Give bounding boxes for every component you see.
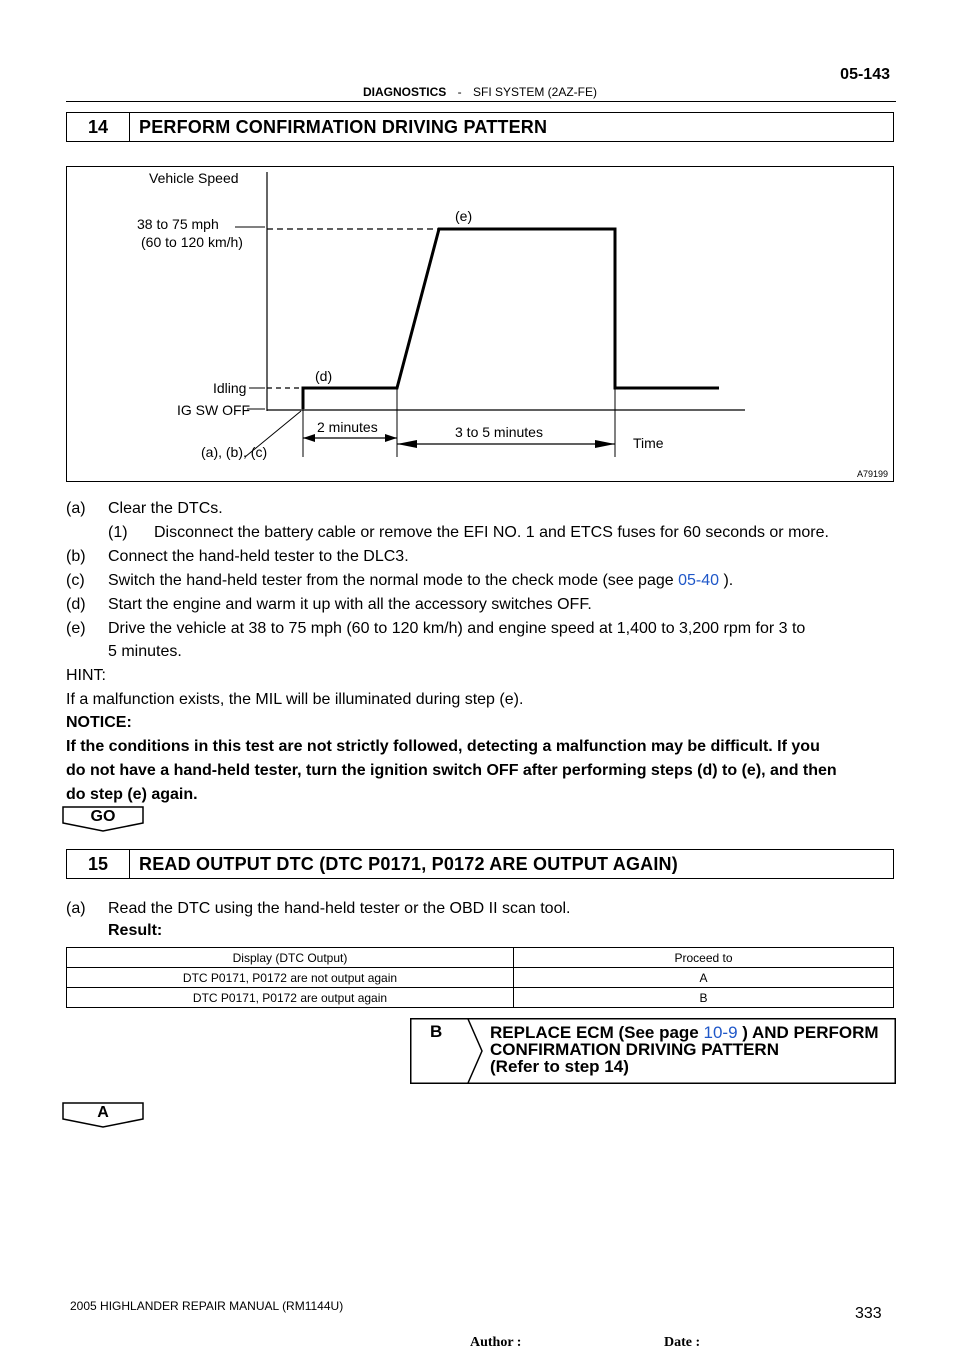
table-cell: A bbox=[514, 968, 894, 988]
arrowhead bbox=[385, 434, 397, 442]
y-axis-label: Vehicle Speed bbox=[149, 170, 239, 186]
branch-b-letter: B bbox=[430, 1022, 443, 1041]
step-15-number: 15 bbox=[67, 850, 130, 878]
step-14-title: PERFORM CONFIRMATION DRIVING PATTERN bbox=[139, 116, 548, 137]
author-label: Author : bbox=[470, 1335, 522, 1350]
step-14-number: 14 bbox=[67, 113, 130, 141]
driving-pattern-svg bbox=[67, 167, 895, 483]
step-14-header bbox=[66, 112, 894, 142]
speed-label-kmh: (60 to 120 km/h) bbox=[141, 234, 243, 250]
speed-label-mph: 38 to 75 mph bbox=[137, 216, 219, 232]
running-header bbox=[0, 85, 960, 99]
figure-id: A79199 bbox=[857, 469, 889, 479]
table-header: Proceed to bbox=[514, 948, 894, 968]
notice-line-3: do step (e) again. bbox=[66, 786, 198, 803]
link-page-05-40[interactable]: 05-40 bbox=[678, 572, 720, 589]
table-header-row bbox=[67, 948, 894, 968]
header-subsection: SFI SYSTEM (2AZ-FE) bbox=[473, 85, 598, 99]
table-header: Display (DTC Output) bbox=[67, 948, 514, 968]
table-row bbox=[67, 968, 894, 988]
table-cell: DTC P0171, P0172 are not output again bbox=[67, 968, 514, 988]
header-separator: - bbox=[457, 85, 462, 99]
abc-steps-label: (a), (b), (c) bbox=[201, 444, 268, 460]
date-label: Date : bbox=[664, 1335, 701, 1350]
idling-label: Idling bbox=[213, 380, 247, 396]
table-cell: B bbox=[514, 988, 894, 1008]
go-tag bbox=[62, 806, 144, 832]
hint-label: HINT: bbox=[66, 667, 106, 684]
step-e-label: (e) bbox=[455, 208, 473, 224]
branch-b bbox=[410, 1018, 896, 1084]
three-to-five-label: 3 to 5 minutes bbox=[455, 424, 543, 440]
instr-e-cont: 5 minutes. bbox=[108, 643, 182, 660]
link-page-10-9[interactable]: 10-9 bbox=[703, 1023, 738, 1042]
branch-b-text: REPLACE ECM (See page 10-9 ) AND PERFORM CONFIRMATION DRIVING PATTERN (Refer to step 14) bbox=[490, 1023, 879, 1076]
step-d-label: (d) bbox=[315, 368, 333, 384]
time-axis-label: Time bbox=[633, 435, 664, 451]
step-15-header bbox=[66, 849, 894, 879]
arrowhead bbox=[397, 440, 417, 448]
result-label: Result: bbox=[108, 922, 163, 939]
notice-line-1: If the conditions in this test are not strictly followed, detecting a malfunction may be difficult. If you bbox=[66, 738, 820, 755]
manual-footer: 2005 HIGHLANDER REPAIR MANUAL (RM1144U) bbox=[70, 1299, 344, 1313]
two-minutes-label: 2 minutes bbox=[317, 419, 378, 435]
a-tag-label: A bbox=[97, 1104, 109, 1121]
arrowhead bbox=[595, 440, 615, 448]
speed-pattern-line bbox=[303, 229, 719, 409]
header-rule bbox=[66, 101, 896, 102]
notice-label: NOTICE: bbox=[66, 714, 132, 731]
table-cell: DTC P0171, P0172 are output again bbox=[67, 988, 514, 1008]
result-table bbox=[66, 947, 894, 1008]
page-number: 333 bbox=[855, 1305, 882, 1322]
notice-line-2: do not have a hand-held tester, turn the ignition switch OFF after performing steps (d) to (e), and then bbox=[66, 762, 837, 779]
go-tag-label: GO bbox=[90, 808, 116, 825]
step-15-title: READ OUTPUT DTC (DTC P0171, P0172 ARE OUTPUT AGAIN) bbox=[139, 853, 678, 874]
header-section: DIAGNOSTICS bbox=[362, 85, 447, 99]
a-tag bbox=[62, 1102, 144, 1128]
igsw-off-label: IG SW OFF bbox=[177, 402, 251, 418]
table-row bbox=[67, 988, 894, 1008]
arrowhead bbox=[303, 434, 315, 442]
page-code: 05-143 bbox=[840, 66, 890, 83]
hint-text: If a malfunction exists, the MIL will be illuminated during step (e). bbox=[66, 691, 524, 708]
driving-pattern-diagram bbox=[66, 166, 894, 482]
